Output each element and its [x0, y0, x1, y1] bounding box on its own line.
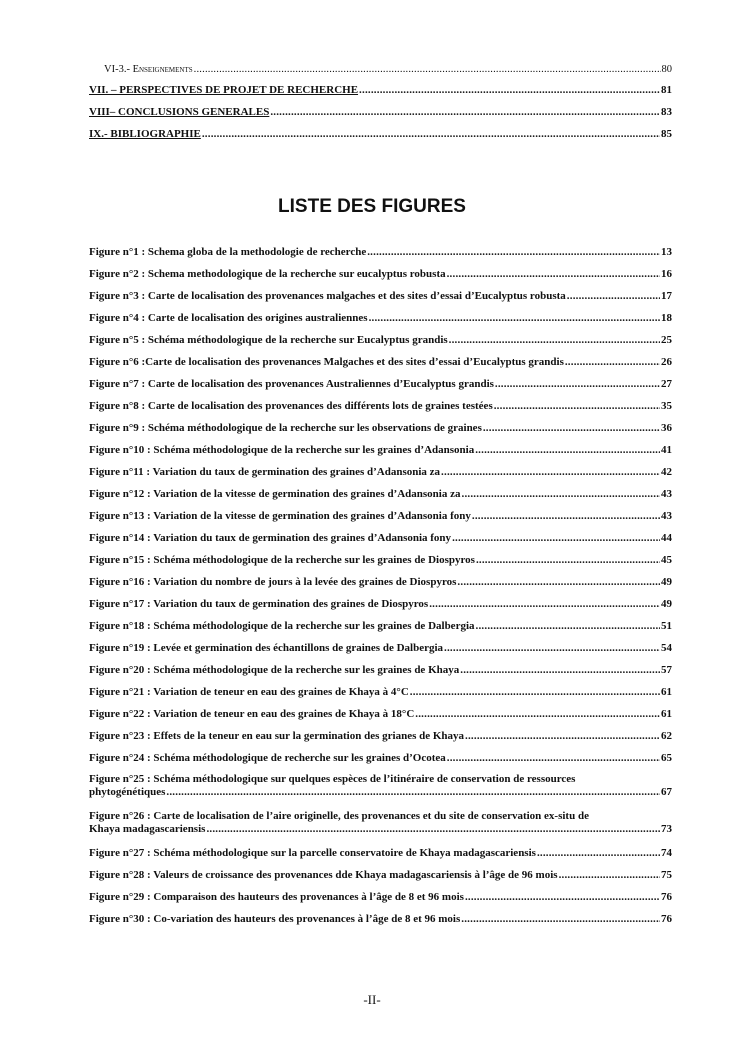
figure-entry[interactable]: [89, 356, 672, 369]
figure-entry[interactable]: [89, 444, 672, 457]
figure-page: 62: [661, 730, 672, 742]
figure-entry[interactable]: [89, 532, 672, 545]
leader-dots: [565, 356, 660, 369]
figure-label: Figure n°15 : Schéma méthodologique de la recherche sur les graines de Diospyros: [89, 554, 475, 566]
leader-dots: [444, 642, 660, 655]
figure-label-line1: Figure n°26 : Carte de localisation de l’aire originelle, des provenances et du site de conservation ex-situ de: [89, 810, 589, 822]
leader-dots: [452, 532, 660, 545]
leader-dots: [457, 576, 660, 589]
figure-label: Figure n°14 : Variation du taux de germination des graines d’Adansonia fony: [89, 532, 452, 544]
figure-label: Figure n°3 : Carte de localisation des provenances malgaches et des sites d’essai d’Eucalyptus robusta: [89, 290, 566, 302]
figure-page: 13: [661, 246, 672, 258]
leader-dots: [270, 106, 660, 119]
figure-entry[interactable]: [89, 378, 672, 391]
leader-dots: [460, 664, 660, 677]
figure-label: Figure n°10 : Schéma méthodologique de la recherche sur les graines d’Adansonia: [89, 444, 475, 456]
leader-dots: [206, 823, 660, 836]
toc-entry[interactable]: [89, 84, 672, 97]
figure-page: 61: [661, 708, 672, 720]
figure-page: 49: [661, 576, 672, 588]
figure-entry[interactable]: [89, 312, 672, 325]
figure-page: 67: [661, 786, 672, 798]
figure-entry[interactable]: [89, 290, 672, 303]
figure-label: Figure n°27 : Schéma méthodologique sur la parcelle conservatoire de Khaya madagascariensis: [89, 847, 536, 859]
leader-dots: [415, 708, 660, 721]
figure-entry[interactable]: [89, 847, 672, 860]
leader-dots: [369, 312, 660, 325]
leader-dots: [495, 378, 660, 391]
figure-entry[interactable]: [89, 664, 672, 677]
figure-label: Figure n°9 : Schéma méthodologique de la recherche sur les observations de graines: [89, 422, 482, 434]
figure-page: 74: [661, 847, 672, 859]
figure-entry[interactable]: [89, 642, 672, 655]
figure-label: Figure n°17 : Variation du taux de germination des graines de Diospyros: [89, 598, 429, 610]
toc-entry-label: VI-3.- Enseignements: [104, 64, 193, 75]
toc-entry-page: 85: [661, 128, 672, 140]
figure-entry[interactable]: [89, 466, 672, 479]
figure-page: 26: [661, 356, 672, 368]
leader-dots: [567, 290, 660, 303]
figure-entry[interactable]: [89, 869, 672, 882]
figure-entry[interactable]: [89, 708, 672, 721]
toc-entry-label: VIII– CONCLUSIONS GENERALES: [89, 106, 270, 118]
figure-page: 25: [661, 334, 672, 346]
toc-entry-label: IX.- BIBLIOGRAPHIE: [89, 128, 201, 140]
figure-entry[interactable]: [89, 773, 672, 799]
leader-dots: [472, 510, 660, 523]
leader-dots: [537, 847, 660, 860]
figure-page: 43: [661, 488, 672, 500]
figure-entry[interactable]: [89, 510, 672, 523]
figure-label: Figure n°1 : Schema globa de la methodologie de recherche: [89, 246, 367, 258]
toc-entry-page: 80: [661, 64, 672, 75]
figure-entry[interactable]: [89, 422, 672, 435]
figure-entry[interactable]: [89, 752, 672, 765]
toc-entry[interactable]: [89, 128, 672, 141]
figure-page: 54: [661, 642, 672, 654]
leader-dots: [429, 598, 660, 611]
figure-entry[interactable]: [89, 598, 672, 611]
figure-label: Khaya madagascariensis: [89, 823, 206, 835]
toc-entry[interactable]: [89, 106, 672, 119]
figure-label: Figure n°18 : Schéma méthodologique de la recherche sur les graines de Dalbergia: [89, 620, 475, 632]
figure-entry[interactable]: [89, 913, 672, 926]
leader-dots: [476, 620, 660, 633]
figure-page: 17: [661, 290, 672, 302]
leader-dots: [462, 488, 661, 501]
figure-page: 49: [661, 598, 672, 610]
figure-entry[interactable]: [89, 400, 672, 413]
leader-dots: [194, 63, 661, 76]
page-number: -II-: [363, 992, 381, 1007]
figure-page: 41: [661, 444, 672, 456]
leader-dots: [449, 334, 660, 347]
figure-label: Figure n°16 : Variation du nombre de jours à la levée des graines de Diospyros: [89, 576, 457, 588]
figure-label: Figure n°2 : Schema methodologique de la recherche sur eucalyptus robusta: [89, 268, 446, 280]
leader-dots: [367, 246, 660, 259]
figure-page: 75: [661, 869, 672, 881]
figure-label: Figure n°13 : Variation de la vitesse de germination des graines d’Adansonia fony: [89, 510, 471, 522]
figure-page: 43: [661, 510, 672, 522]
figure-label: Figure n°23 : Effets de la teneur en eau sur la germination des grianes de Khaya: [89, 730, 465, 742]
figure-label: Figure n°21 : Variation de teneur en eau des graines de Khaya à 4°C: [89, 686, 409, 698]
figure-label: Figure n°7 : Carte de localisation des provenances Australiennes d’Eucalyptus grandis: [89, 378, 494, 390]
figure-page: 36: [661, 422, 672, 434]
figure-label-line1: Figure n°25 : Schéma méthodologique sur quelques espèces de l’itinéraire de conservation de ressources: [89, 773, 576, 785]
figure-page: 73: [661, 823, 672, 835]
leader-dots: [447, 752, 660, 765]
figure-entry[interactable]: [89, 620, 672, 633]
figure-entry[interactable]: [89, 488, 672, 501]
figure-entry[interactable]: [89, 334, 672, 347]
leader-dots: [447, 268, 660, 281]
leader-dots: [476, 554, 660, 567]
toc-entry-label: VII. – PERSPECTIVES DE PROJET DE RECHERCHE: [89, 84, 359, 96]
leader-dots: [475, 444, 660, 457]
toc-entry-page: 81: [661, 84, 672, 96]
toc-entry-page: 83: [661, 106, 672, 118]
figure-label: Figure n°8 : Carte de localisation des provenances des différents lots de graines testées: [89, 400, 493, 412]
leader-dots: [359, 84, 660, 97]
figure-entry[interactable]: [89, 810, 672, 836]
figure-page: 76: [661, 891, 672, 903]
leader-dots: [465, 891, 660, 904]
figure-page: 44: [661, 532, 672, 544]
figure-entry[interactable]: [89, 686, 672, 699]
figure-page: 45: [661, 554, 672, 566]
leader-dots: [559, 869, 660, 882]
figure-label: Figure n°20 : Schéma méthodologique de la recherche sur les graines de Khaya: [89, 664, 460, 676]
leader-dots: [465, 730, 660, 743]
figure-entry[interactable]: [89, 268, 672, 281]
figure-label: Figure n°5 : Schéma méthodologique de la recherche sur Eucalyptus grandis: [89, 334, 448, 346]
figure-page: 76: [661, 913, 672, 925]
leader-dots: [410, 686, 660, 699]
figure-entry[interactable]: [89, 576, 672, 589]
figure-page: 42: [661, 466, 672, 478]
figure-page: 35: [661, 400, 672, 412]
figure-page: 18: [661, 312, 672, 324]
leader-dots: [461, 913, 660, 926]
leader-dots: [166, 786, 660, 799]
figure-label: Figure n°4 : Carte de localisation des origines australiennes: [89, 312, 368, 324]
figure-entry[interactable]: [89, 554, 672, 567]
figure-label: Figure n°22 : Variation de teneur en eau des graines de Khaya à 18°C: [89, 708, 415, 720]
figure-page: 65: [661, 752, 672, 764]
figure-label: Figure n°30 : Co-variation des hauteurs des provenances à l’âge de 8 et 96 mois: [89, 913, 461, 925]
figure-page: 16: [661, 268, 672, 280]
figure-label: Figure n°28 : Valeurs de croissance des provenances dde Khaya madagascariensis à l’âge de 96 mois: [89, 869, 558, 881]
leader-dots: [202, 128, 660, 141]
figure-label: Figure n°6 :Carte de localisation des provenances Malgaches et des sites d’essai d’Eucalyptus grandis: [89, 356, 564, 368]
toc-entry[interactable]: [89, 63, 672, 76]
figure-label: Figure n°11 : Variation du taux de germination des graines d’Adansonia za: [89, 466, 441, 478]
leader-dots: [483, 422, 660, 435]
leader-dots: [441, 466, 660, 479]
figure-entry[interactable]: [89, 891, 672, 904]
figure-page: 61: [661, 686, 672, 698]
figure-label: Figure n°19 : Levée et germination des échantillons de graines de Dalbergia: [89, 642, 444, 654]
figure-page: 51: [661, 620, 672, 632]
figure-label: Figure n°12 : Variation de la vitesse de germination des graines d’Adansonia za: [89, 488, 461, 500]
figure-label: Figure n°29 : Comparaison des hauteurs des provenances à l’âge de 8 et 96 mois: [89, 891, 464, 903]
figure-page: 57: [661, 664, 672, 676]
figure-entry[interactable]: [89, 730, 672, 743]
figure-page: 27: [661, 378, 672, 390]
figure-label: phytogénétiques: [89, 786, 166, 798]
leader-dots: [494, 400, 660, 413]
figure-entry[interactable]: [89, 246, 672, 259]
section-heading: LISTE DES FIGURES: [278, 196, 466, 217]
figure-label: Figure n°24 : Schéma méthodologique de recherche sur les graines d’Ocotea: [89, 752, 446, 764]
